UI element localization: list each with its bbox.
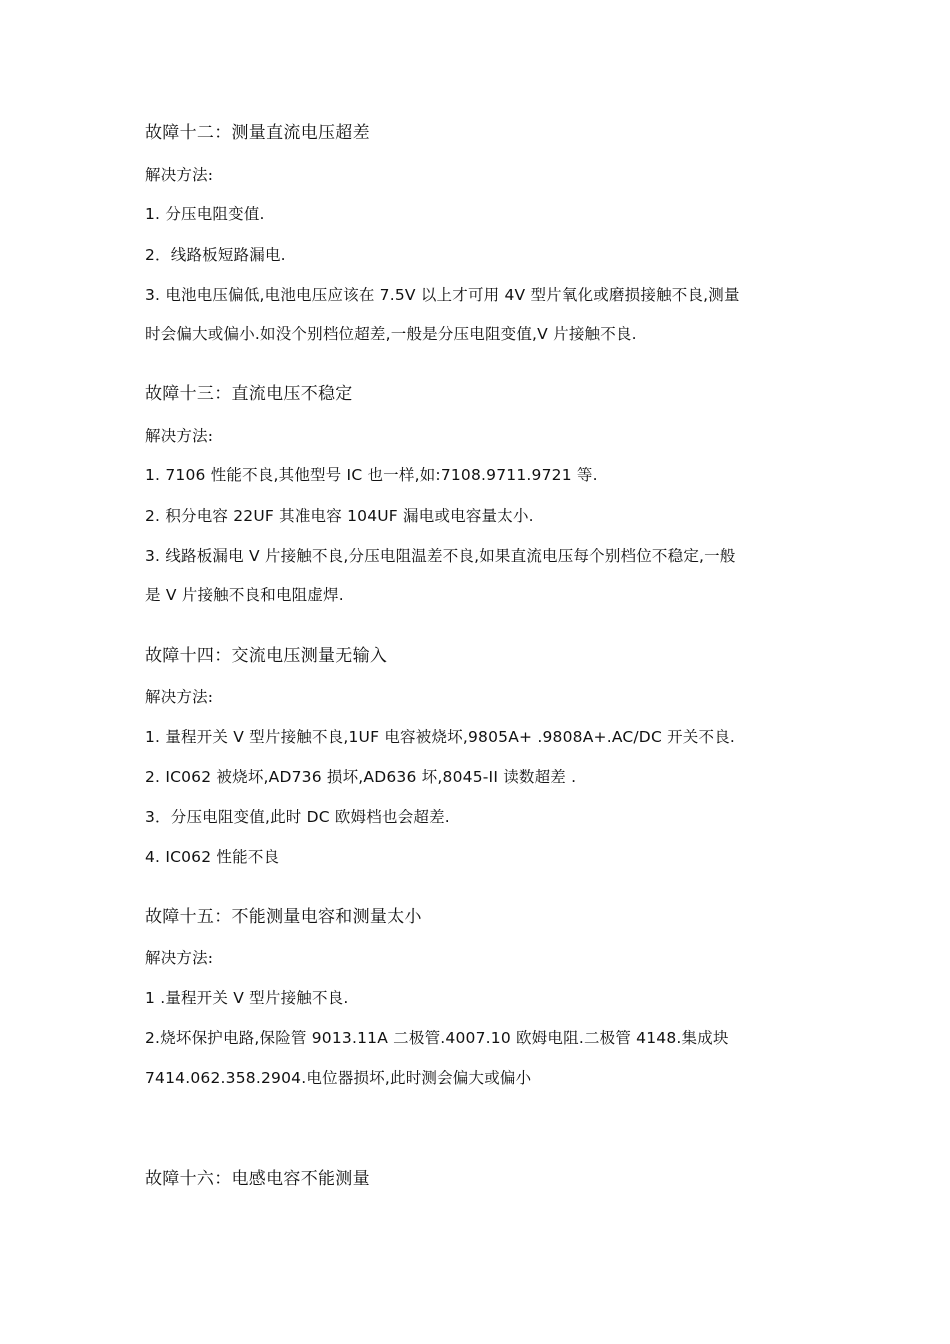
list-item: 2.烧坏保护电路,保险管 9013.11A 二极管.4007.10 欧姆电阻.二极管 4148.集成块 (145, 1029, 729, 1047)
solution-label-15: 解决方法: (145, 949, 214, 967)
list-item-continuation: 7414.062.358.2904.电位器损坏,此时测会偏大或偏小 (145, 1069, 532, 1087)
list-item: 1. 7106 性能不良,其他型号 IC 也一样,如:7108.9711.9721 等. (145, 466, 598, 484)
list-item: 3. 线路板漏电 V 片接触不良,分压电阻温差不良,如果直流电压每个别档位不稳定,一般 (145, 547, 736, 565)
list-item: 3．分压电阻变值,此时 DC 欧姆档也会超差. (145, 808, 450, 826)
list-item: 2．线路板短路漏电. (145, 246, 286, 264)
list-item-continuation: 是 V 片接触不良和电阻虚焊. (145, 586, 344, 604)
section-title-13: 故障十三：直流电压不稳定 (145, 384, 353, 404)
section-title-16: 故障十六：电感电容不能测量 (145, 1169, 370, 1189)
list-item: 2. 积分电容 22UF 其准电容 104UF 漏电或电容量太小. (145, 507, 534, 525)
section-title-14: 故障十四：交流电压测量无输入 (145, 646, 388, 666)
list-item: 1 .量程开关 V 型片接触不良. (145, 989, 349, 1007)
list-item: 1. 量程开关 V 型片接触不良,1UF 电容被烧坏,9805A+ .9808A+.AC/DC 开关不良. (145, 728, 736, 746)
solution-label-13: 解决方法: (145, 427, 214, 445)
section-title-12: 故障十二：测量直流电压超差 (145, 123, 370, 143)
list-item: 1. 分压电阻变值. (145, 205, 265, 223)
solution-label-12: 解决方法: (145, 166, 214, 184)
list-item-continuation: 时会偏大或偏小.如没个别档位超差,一般是分压电阻变值,V 片接触不良. (145, 325, 637, 343)
list-item: 4. IC062 性能不良 (145, 848, 280, 866)
list-item: 3. 电池电压偏低,电池电压应该在 7.5V 以上才可用 4V 型片氧化或磨损接触不良,测量 (145, 286, 740, 304)
list-item: 2. IC062 被烧坏,AD736 损坏,AD636 坏,8045-II 读数超差 . (145, 768, 577, 786)
section-title-15: 故障十五：不能测量电容和测量太小 (145, 907, 422, 927)
solution-label-14: 解决方法: (145, 688, 214, 706)
